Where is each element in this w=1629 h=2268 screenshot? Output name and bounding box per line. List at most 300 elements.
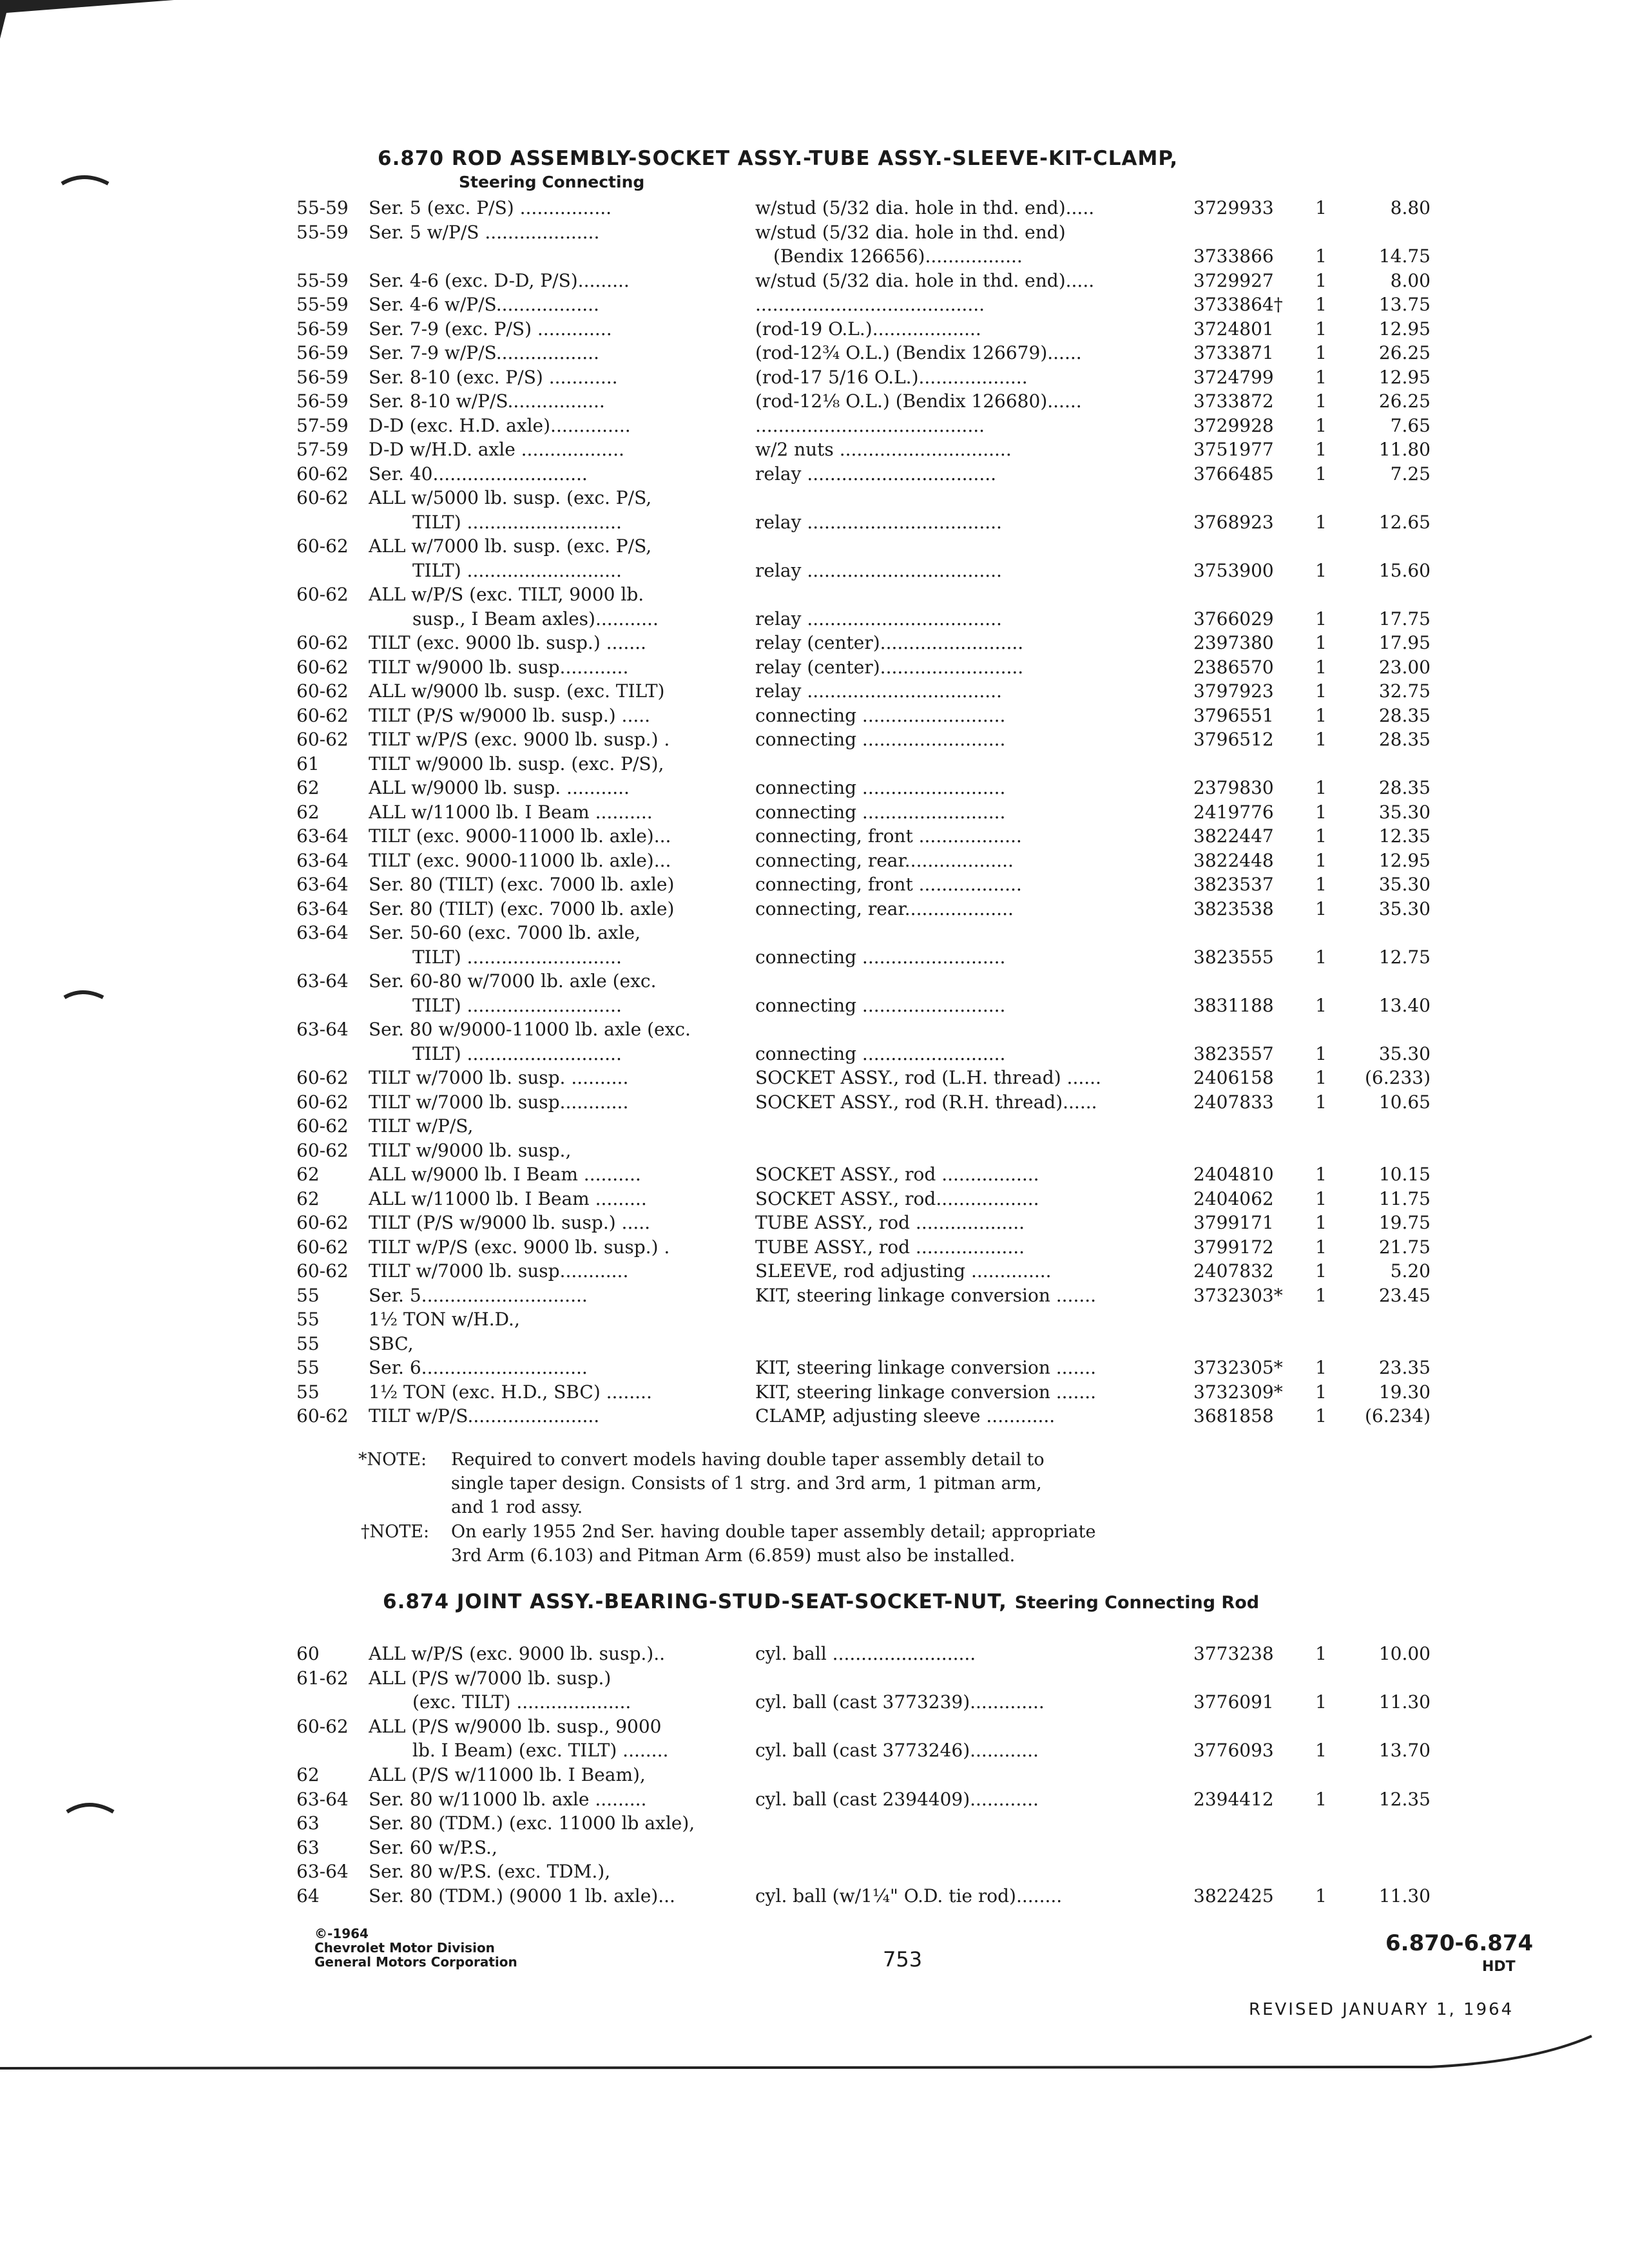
year-cell: 60-62 — [296, 1067, 349, 1088]
catalog-code: HDT — [1482, 1959, 1516, 1975]
part-number-cell: 3766485 — [1193, 463, 1274, 485]
table-row — [0, 1260, 1629, 1285]
quantity-cell: 1 — [1315, 559, 1327, 581]
price-cell: 28.35 — [1378, 777, 1431, 798]
year-cell: 60-62 — [296, 632, 349, 653]
price-cell: 11.30 — [1378, 1691, 1431, 1713]
price-cell: 12.65 — [1378, 511, 1431, 533]
price-cell: 11.75 — [1378, 1187, 1431, 1209]
model-cell: Ser. 80 (TILT) (exc. 7000 lb. axle) — [369, 898, 675, 919]
note-label: *NOTE: — [358, 1450, 427, 1470]
part-number-cell: 3729928 — [1193, 414, 1274, 436]
description-cell: connecting ......................... — [755, 801, 1006, 823]
model-cell: Ser. 50-60 (exc. 7000 lb. axle, — [369, 922, 641, 943]
price-cell: 8.80 — [1390, 197, 1431, 218]
price-cell: 23.35 — [1378, 1357, 1431, 1378]
quantity-cell: 1 — [1315, 608, 1327, 629]
model-cell: TILT) ........................... — [412, 511, 622, 533]
quantity-cell: 1 — [1315, 874, 1327, 895]
description-cell: connecting ......................... — [755, 946, 1006, 968]
quantity-cell: 1 — [1315, 197, 1327, 218]
model-cell: TILT w/P/S (exc. 9000 lb. susp.) . — [369, 729, 670, 750]
description-cell: CLAMP, adjusting sleeve ............ — [755, 1405, 1055, 1427]
description-cell: cyl. ball (cast 2394409)............ — [755, 1788, 1039, 1810]
part-number-cell: 2419776 — [1193, 801, 1274, 823]
description-cell: KIT, steering linkage conversion ....... — [755, 1357, 1097, 1378]
description-cell: cyl. ball (cast 3773239)............. — [755, 1691, 1045, 1713]
price-cell: 12.95 — [1378, 318, 1431, 340]
price-cell: 19.75 — [1378, 1212, 1431, 1233]
model-cell: Ser. 80 w/9000-11000 lb. axle (exc. — [369, 1019, 691, 1040]
model-cell: TILT) ........................... — [412, 1043, 622, 1064]
table-row — [0, 1236, 1629, 1261]
year-cell: 56-59 — [296, 342, 349, 363]
description-cell: relay .................................. — [755, 608, 1002, 629]
year-cell: 60-62 — [296, 1715, 349, 1737]
quantity-cell: 1 — [1315, 390, 1327, 412]
description-cell: SLEEVE, rod adjusting .............. — [755, 1260, 1052, 1282]
model-cell: ALL w/P/S (exc. TILT, 9000 lb. — [369, 584, 644, 605]
table-row — [0, 632, 1629, 657]
table-row — [0, 1309, 1629, 1333]
year-cell: 60-62 — [296, 680, 349, 702]
year-cell: 63-64 — [296, 1861, 349, 1883]
quantity-cell: 1 — [1315, 777, 1327, 798]
model-cell: ALL w/5000 lb. susp. (exc. P/S, — [369, 487, 652, 508]
price-cell: (6.233) — [1364, 1067, 1431, 1088]
price-cell: 12.35 — [1378, 825, 1431, 847]
year-cell: 60-62 — [296, 584, 349, 605]
model-cell: TILT (exc. 9000 lb. susp.) ....... — [369, 632, 646, 653]
note-line: and 1 rod assy. — [451, 1497, 583, 1517]
table-row — [0, 1140, 1629, 1164]
description-cell: relay .................................. — [755, 680, 1002, 702]
model-cell: TILT (P/S w/9000 lb. susp.) ..... — [369, 704, 651, 726]
quantity-cell: 1 — [1315, 366, 1327, 388]
model-cell: Ser. 4-6 w/P/S.................. — [369, 294, 599, 315]
year-cell: 63-64 — [296, 825, 349, 847]
description-cell: SOCKET ASSY., rod.................. — [755, 1187, 1039, 1209]
model-cell: D-D w/H.D. axle .................. — [369, 439, 624, 460]
table-row — [0, 1837, 1629, 1861]
table-row — [0, 1812, 1629, 1837]
year-cell: 62 — [296, 1164, 320, 1185]
description-cell: (rod-12¾ O.L.) (Bendix 126679)...... — [755, 342, 1082, 363]
price-cell: 11.80 — [1378, 439, 1431, 460]
part-number-cell: 3776091 — [1193, 1691, 1274, 1713]
quantity-cell: 1 — [1315, 1381, 1327, 1403]
description-cell: connecting ......................... — [755, 777, 1006, 798]
table-row — [0, 777, 1629, 802]
table-row — [0, 439, 1629, 463]
price-cell: 14.75 — [1378, 245, 1431, 267]
part-number-cell: 3733872 — [1193, 390, 1274, 412]
quantity-cell: 1 — [1315, 1212, 1327, 1233]
model-cell: SBC, — [369, 1332, 414, 1354]
table-row — [0, 245, 1629, 270]
model-cell: Ser. 7-9 w/P/S.................. — [369, 342, 599, 363]
quantity-cell: 1 — [1315, 729, 1327, 750]
year-cell: 63-64 — [296, 1019, 349, 1040]
description-cell: cyl. ball (cast 3773246)............ — [755, 1740, 1039, 1762]
model-cell: TILT) ........................... — [412, 946, 622, 968]
price-cell: 11.30 — [1378, 1885, 1431, 1907]
quantity-cell: 1 — [1315, 1405, 1327, 1427]
year-cell: 55 — [296, 1357, 320, 1378]
year-cell: 55-59 — [296, 197, 349, 218]
part-number-cell: 3796551 — [1193, 704, 1274, 726]
description-cell: (Bendix 126656)................. — [773, 245, 1023, 267]
year-cell: 60-62 — [296, 1405, 349, 1427]
section-title-main: 6.874 JOINT ASSY.-BEARING-STUD-SEAT-SOCKET-NUT, — [383, 1590, 1007, 1613]
quantity-cell: 1 — [1315, 849, 1327, 871]
price-cell: 8.00 — [1390, 269, 1431, 291]
description-cell: relay (center)......................... — [755, 632, 1024, 653]
description-cell: connecting, front .................. — [755, 825, 1022, 847]
part-number-cell: 3732303* — [1193, 1284, 1283, 1306]
year-cell: 55 — [296, 1309, 320, 1330]
description-cell: connecting ......................... — [755, 994, 1006, 1016]
price-cell: 10.65 — [1378, 1091, 1431, 1113]
part-number-cell: 3733871 — [1193, 342, 1274, 363]
description-cell: connecting ......................... — [755, 704, 1006, 726]
year-cell: 61-62 — [296, 1667, 349, 1689]
price-cell: 12.75 — [1378, 946, 1431, 968]
table-row — [0, 318, 1629, 343]
part-number-cell: 3823555 — [1193, 946, 1274, 968]
part-number-cell: 2397380 — [1193, 632, 1274, 653]
year-cell: 62 — [296, 1187, 320, 1209]
part-number-cell: 3823537 — [1193, 874, 1274, 895]
section-title-6874 — [383, 1590, 1259, 1613]
table-row — [0, 1405, 1629, 1430]
quantity-cell: 1 — [1315, 1885, 1327, 1907]
part-number-cell: 3822425 — [1193, 1885, 1274, 1907]
year-cell: 61 — [296, 753, 320, 774]
description-cell: relay .................................. — [755, 511, 1002, 533]
table-row — [0, 608, 1629, 633]
part-number-cell: 3822448 — [1193, 849, 1274, 871]
year-cell: 60-62 — [296, 535, 349, 557]
quantity-cell: 1 — [1315, 1260, 1327, 1282]
year-cell: 56-59 — [296, 366, 349, 388]
year-cell: 62 — [296, 1764, 320, 1785]
model-cell: TILT w/P/S (exc. 9000 lb. susp.) . — [369, 1236, 670, 1258]
quantity-cell: 1 — [1315, 994, 1327, 1016]
model-cell: Ser. 80 (TILT) (exc. 7000 lb. axle) — [369, 874, 675, 895]
price-cell: 35.30 — [1378, 898, 1431, 919]
part-number-cell: 3724801 — [1193, 318, 1274, 340]
table-row — [0, 535, 1629, 560]
model-cell: Ser. 8-10 (exc. P/S) ............ — [369, 366, 618, 388]
quantity-cell: 1 — [1315, 1691, 1327, 1713]
model-cell: lb. I Beam) (exc. TILT) ........ — [412, 1740, 669, 1762]
model-cell: TILT w/7000 lb. susp............ — [369, 1091, 629, 1113]
part-number-cell: 3681858 — [1193, 1405, 1274, 1427]
model-cell: ALL w/9000 lb. I Beam .......... — [369, 1164, 641, 1185]
model-cell: Ser. 5............................. — [369, 1284, 588, 1306]
part-number-cell: 2404062 — [1193, 1187, 1274, 1209]
year-cell: 57-59 — [296, 439, 349, 460]
year-cell: 62 — [296, 777, 320, 798]
table-row — [0, 1861, 1629, 1885]
year-cell: 63 — [296, 1812, 320, 1834]
part-number-cell: 3773238 — [1193, 1643, 1274, 1664]
model-cell: ALL (P/S w/11000 lb. I Beam), — [369, 1764, 646, 1785]
description-cell: (rod-19 O.L.)................... — [755, 318, 981, 340]
part-number-cell: 3729933 — [1193, 197, 1274, 218]
price-cell: 13.40 — [1378, 994, 1431, 1016]
description-cell: SOCKET ASSY., rod ................. — [755, 1164, 1039, 1185]
part-number-cell: 3823557 — [1193, 1043, 1274, 1064]
table-row — [0, 1164, 1629, 1188]
description-cell: w/stud (5/32 dia. hole in thd. end)..... — [755, 269, 1095, 291]
table-row — [0, 584, 1629, 608]
description-cell: connecting ......................... — [755, 1043, 1006, 1064]
table-row — [0, 874, 1629, 898]
price-cell: 35.30 — [1378, 1043, 1431, 1064]
price-cell: 35.30 — [1378, 801, 1431, 823]
model-cell: TILT) ........................... — [412, 559, 622, 581]
table-row — [0, 680, 1629, 705]
model-cell: ALL w/7000 lb. susp. (exc. P/S, — [369, 535, 652, 557]
description-cell: TUBE ASSY., rod ................... — [755, 1212, 1025, 1233]
table-row — [0, 1885, 1629, 1910]
description-cell: relay (center)......................... — [755, 656, 1024, 678]
price-cell: 7.65 — [1390, 414, 1431, 436]
table-row — [0, 1285, 1629, 1309]
page-number: 753 — [883, 1947, 923, 1972]
table-row — [0, 1357, 1629, 1381]
quantity-cell: 1 — [1315, 318, 1327, 340]
table-row — [0, 970, 1629, 995]
table-row — [0, 802, 1629, 826]
part-number-cell: 3768923 — [1193, 511, 1274, 533]
description-cell: cyl. ball (w/1¼" O.D. tie rod)........ — [755, 1885, 1063, 1907]
quantity-cell: 1 — [1315, 680, 1327, 702]
section-title-suffix: Steering Connecting Rod — [1014, 1593, 1260, 1613]
year-cell: 55 — [296, 1284, 320, 1306]
model-cell: ALL (P/S w/9000 lb. susp., 9000 — [369, 1715, 662, 1737]
quantity-cell: 1 — [1315, 1357, 1327, 1378]
description-cell: connecting, rear................... — [755, 849, 1014, 871]
part-number-cell: 3751977 — [1193, 439, 1274, 460]
description-cell: (rod-12⅛ O.L.) (Bendix 126680)...... — [755, 390, 1082, 412]
quantity-cell: 1 — [1315, 294, 1327, 315]
description-cell: ........................................ — [755, 414, 985, 436]
part-number-cell: 3799171 — [1193, 1212, 1274, 1233]
section-subtitle-6870: Steering Connecting — [459, 173, 645, 191]
table-row — [0, 463, 1629, 488]
part-number-cell: 3797923 — [1193, 680, 1274, 702]
year-cell: 55-59 — [296, 269, 349, 291]
model-cell: Ser. 60-80 w/7000 lb. axle (exc. — [369, 970, 657, 992]
quantity-cell: 1 — [1315, 1067, 1327, 1088]
note-line: 3rd Arm (6.103) and Pitman Arm (6.859) must also be installed. — [451, 1546, 1016, 1566]
year-cell: 60-62 — [296, 1260, 349, 1282]
part-number-cell: 3831188 — [1193, 994, 1274, 1016]
model-cell: Ser. 60 w/P.S., — [369, 1836, 497, 1858]
table-row — [0, 1381, 1629, 1406]
part-number-cell: 3796512 — [1193, 729, 1274, 750]
part-number-cell: 3823538 — [1193, 898, 1274, 919]
model-cell: susp., I Beam axles)........... — [412, 608, 659, 629]
year-cell: 63-64 — [296, 849, 349, 871]
table-row — [0, 415, 1629, 439]
model-cell: Ser. 6............................. — [369, 1357, 588, 1378]
year-cell: 55-59 — [296, 221, 349, 243]
table-row — [0, 270, 1629, 294]
table-row — [0, 995, 1629, 1019]
copyright-line: General Motors Corporation — [314, 1954, 517, 1970]
copyright-block — [314, 1927, 517, 1969]
table-row — [0, 705, 1629, 729]
quantity-cell: 1 — [1315, 414, 1327, 436]
table-row — [0, 1691, 1629, 1716]
model-cell: Ser. 8-10 w/P/S................. — [369, 390, 605, 412]
year-cell: 60-62 — [296, 1115, 349, 1137]
table-row — [0, 1667, 1629, 1692]
table-row — [0, 222, 1629, 246]
quantity-cell: 1 — [1315, 632, 1327, 653]
hole-punch-mark-1 — [62, 177, 108, 184]
part-number-cell: 2407832 — [1193, 1260, 1274, 1282]
year-cell: 64 — [296, 1885, 320, 1907]
table-row — [0, 367, 1629, 391]
price-cell: 26.25 — [1378, 390, 1431, 412]
part-number-cell: 3732305* — [1193, 1357, 1283, 1378]
table-row — [0, 729, 1629, 753]
table-row — [0, 1789, 1629, 1813]
model-cell: Ser. 40........................... — [369, 463, 588, 485]
price-cell: (6.234) — [1364, 1405, 1431, 1427]
table-row — [0, 342, 1629, 367]
price-cell: 35.30 — [1378, 874, 1431, 895]
model-cell: Ser. 80 w/P.S. (exc. TDM.), — [369, 1861, 611, 1883]
price-cell: 19.30 — [1378, 1381, 1431, 1403]
price-cell: 32.75 — [1378, 680, 1431, 702]
part-number-cell: 3733866 — [1193, 245, 1274, 267]
model-cell: TILT (P/S w/9000 lb. susp.) ..... — [369, 1212, 651, 1233]
price-cell: 17.95 — [1378, 632, 1431, 653]
note-label: †NOTE: — [361, 1522, 430, 1542]
table-row — [0, 390, 1629, 415]
model-cell: ALL w/11000 lb. I Beam ......... — [369, 1187, 647, 1209]
price-cell: 28.35 — [1378, 704, 1431, 726]
model-cell: TILT (exc. 9000-11000 lb. axle)... — [369, 825, 671, 847]
description-cell: w/stud (5/32 dia. hole in thd. end)..... — [755, 197, 1095, 218]
year-cell: 60-62 — [296, 1212, 349, 1233]
description-cell: relay .................................. — [755, 559, 1002, 581]
model-cell: Ser. 80 (TDM.) (exc. 11000 lb axle), — [369, 1812, 695, 1834]
table-row — [0, 825, 1629, 850]
quantity-cell: 1 — [1315, 1740, 1327, 1762]
part-number-cell: 3729927 — [1193, 269, 1274, 291]
model-cell: (exc. TILT) .................... — [412, 1691, 631, 1713]
description-cell: SOCKET ASSY., rod (L.H. thread) ...... — [755, 1067, 1101, 1088]
table-row — [0, 197, 1629, 222]
model-cell: TILT w/9000 lb. susp............ — [369, 656, 629, 678]
part-number-cell: 2386570 — [1193, 656, 1274, 678]
description-cell: relay ................................. — [755, 463, 997, 485]
note-line: Required to convert models having double taper assembly detail to — [451, 1450, 1045, 1470]
description-cell: connecting, front .................. — [755, 874, 1022, 895]
price-cell: 5.20 — [1390, 1260, 1431, 1282]
model-cell: ALL w/P/S (exc. 9000 lb. susp.).. — [369, 1643, 665, 1664]
bottom-rule — [0, 2036, 1592, 2068]
quantity-cell: 1 — [1315, 245, 1327, 267]
year-cell: 60 — [296, 1643, 320, 1664]
year-cell: 63-64 — [296, 922, 349, 943]
quantity-cell: 1 — [1315, 463, 1327, 485]
model-cell: ALL (P/S w/7000 lb. susp.) — [369, 1667, 612, 1689]
price-cell: 13.75 — [1378, 294, 1431, 315]
price-cell: 28.35 — [1378, 729, 1431, 750]
part-number-cell: 2407833 — [1193, 1091, 1274, 1113]
model-cell: Ser. 5 (exc. P/S) ................ — [369, 197, 612, 218]
copyright-line: Chevrolet Motor Division — [314, 1940, 495, 1956]
table-row — [0, 1091, 1629, 1116]
model-cell: TILT w/7000 lb. susp. .......... — [369, 1067, 629, 1088]
description-cell: cyl. ball ......................... — [755, 1643, 976, 1664]
model-cell: 1½ TON (exc. H.D., SBC) ........ — [369, 1381, 652, 1403]
year-cell: 60-62 — [296, 487, 349, 508]
model-cell: ALL w/9000 lb. susp. ........... — [369, 777, 630, 798]
model-cell: TILT w/P/S....................... — [369, 1405, 600, 1427]
section-title-6870: 6.870 ROD ASSEMBLY-SOCKET ASSY.-TUBE ASSY.-SLEEVE-KIT-CLAMP, — [378, 147, 1179, 170]
quantity-cell: 1 — [1315, 1788, 1327, 1810]
year-cell: 60-62 — [296, 656, 349, 678]
price-cell: 23.45 — [1378, 1284, 1431, 1306]
quantity-cell: 1 — [1315, 898, 1327, 919]
model-cell: TILT w/7000 lb. susp............ — [369, 1260, 629, 1282]
note-line: On early 1955 2nd Ser. having double taper assembly detail; appropriate — [451, 1522, 1096, 1542]
quantity-cell: 1 — [1315, 342, 1327, 363]
table-row — [0, 1067, 1629, 1091]
model-cell: ALL w/9000 lb. susp. (exc. TILT) — [369, 680, 665, 702]
year-cell: 60-62 — [296, 1236, 349, 1258]
description-cell: connecting, rear................... — [755, 898, 1014, 919]
part-number-cell: 2379830 — [1193, 777, 1274, 798]
price-cell: 17.75 — [1378, 608, 1431, 629]
part-number-cell: 3732309* — [1193, 1381, 1283, 1403]
part-number-cell: 3733864† — [1193, 294, 1283, 315]
part-number-cell: 3776093 — [1193, 1740, 1274, 1762]
price-cell: 13.70 — [1378, 1740, 1431, 1762]
year-cell: 56-59 — [296, 390, 349, 412]
quantity-cell: 1 — [1315, 946, 1327, 968]
quantity-cell: 1 — [1315, 1284, 1327, 1306]
table-row — [0, 922, 1629, 947]
price-cell: 26.25 — [1378, 342, 1431, 363]
description-cell: (rod-17 5/16 O.L.)................... — [755, 366, 1028, 388]
price-cell: 12.95 — [1378, 849, 1431, 871]
price-cell: 7.25 — [1390, 463, 1431, 485]
copyright-line: ©-1964 — [314, 1926, 369, 1941]
year-cell: 63-64 — [296, 898, 349, 919]
table-row — [0, 1333, 1629, 1358]
part-number-cell: 3753900 — [1193, 559, 1274, 581]
quantity-cell: 1 — [1315, 1187, 1327, 1209]
model-cell: TILT w/9000 lb. susp., — [369, 1139, 572, 1161]
table-row — [0, 560, 1629, 584]
part-number-cell: 2406158 — [1193, 1067, 1274, 1088]
quantity-cell: 1 — [1315, 656, 1327, 678]
table-row — [0, 1212, 1629, 1236]
quantity-cell: 1 — [1315, 511, 1327, 533]
model-cell: TILT w/P/S, — [369, 1115, 474, 1137]
year-cell: 63 — [296, 1836, 320, 1858]
